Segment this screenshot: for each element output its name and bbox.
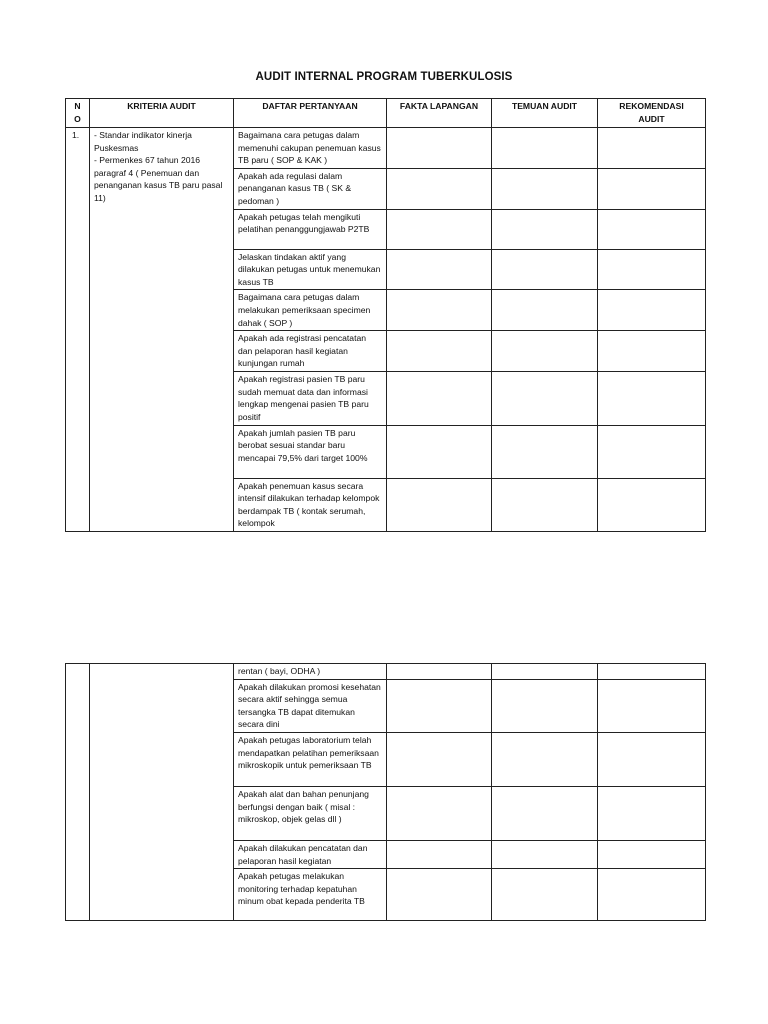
question-cell: Apakah petugas laboratorium telah mendapatkan pelatihan pemeriksaan mikroskopik untuk pemeriksaan TB xyxy=(234,732,387,786)
rekomendasi-audit-cell[interactable] xyxy=(598,478,706,531)
fakta-lapangan-cell[interactable] xyxy=(387,331,492,372)
question-cell: Apakah alat dan bahan penunjang berfungsi dengan baik ( misal : mikroskop, objek gelas dll ) xyxy=(234,786,387,840)
temuan-audit-cell[interactable] xyxy=(492,679,598,732)
header-daftar-pertanyaan: DAFTAR PERTANYAAN xyxy=(234,99,387,128)
row-number-continued xyxy=(66,664,90,921)
fakta-lapangan-cell[interactable] xyxy=(387,209,492,249)
table-row xyxy=(66,128,706,169)
rekomendasi-audit-cell[interactable] xyxy=(598,679,706,732)
fakta-lapangan-cell[interactable] xyxy=(387,425,492,478)
question-cell: Apakah petugas melakukan monitoring terhadap kepatuhan minum obat kepada penderita TB xyxy=(234,869,387,921)
rekomendasi-audit-cell[interactable] xyxy=(598,209,706,249)
temuan-audit-cell[interactable] xyxy=(492,732,598,786)
fakta-lapangan-cell[interactable] xyxy=(387,869,492,921)
question-cell: Apakah ada registrasi pencatatan dan pelaporan hasil kegiatan kunjungan rumah xyxy=(234,331,387,372)
temuan-audit-cell[interactable] xyxy=(492,869,598,921)
question-cell: Apakah penemuan kasus secara intensif dilakukan terhadap kelompok berdampak TB ( kontak serumah, kelompok xyxy=(234,478,387,531)
temuan-audit-cell[interactable] xyxy=(492,786,598,840)
fakta-lapangan-cell[interactable] xyxy=(387,786,492,840)
table-header-row xyxy=(66,99,706,128)
rekomendasi-audit-cell[interactable] xyxy=(598,732,706,786)
header-fakta-lapangan: FAKTA LAPANGAN xyxy=(387,99,492,128)
rekomendasi-audit-cell[interactable] xyxy=(598,869,706,921)
rekomendasi-audit-cell[interactable] xyxy=(598,840,706,868)
question-cell: Bagaimana cara petugas dalam memenuhi cakupan penemuan kasus TB paru ( SOP & KAK ) xyxy=(234,128,387,169)
rekomendasi-audit-cell[interactable] xyxy=(598,331,706,372)
question-cell: Jelaskan tindakan aktif yang dilakukan petugas untuk menemukan kasus TB xyxy=(234,249,387,290)
fakta-lapangan-cell[interactable] xyxy=(387,168,492,209)
rekomendasi-audit-cell[interactable] xyxy=(598,664,706,680)
question-cell: rentan ( bayi, ODHA ) xyxy=(234,664,387,680)
rekomendasi-audit-cell[interactable] xyxy=(598,290,706,331)
kriteria-audit-cell: - Standar indikator kinerja Puskesmas - Permenkes 67 tahun 2016 paragraf 4 ( Penemuan dan penanganan kasus TB paru pasal 11) xyxy=(90,128,234,532)
fakta-lapangan-cell[interactable] xyxy=(387,840,492,868)
question-cell: Apakah registrasi pasien TB paru sudah memuat data dan informasi lengkap mengenai pasien TB paru positif xyxy=(234,372,387,425)
temuan-audit-cell[interactable] xyxy=(492,840,598,868)
fakta-lapangan-cell[interactable] xyxy=(387,290,492,331)
temuan-audit-cell[interactable] xyxy=(492,478,598,531)
temuan-audit-cell[interactable] xyxy=(492,128,598,169)
rekomendasi-audit-cell[interactable] xyxy=(598,168,706,209)
question-cell: Apakah ada regulasi dalam penanganan kasus TB ( SK & pedoman ) xyxy=(234,168,387,209)
rekomendasi-audit-cell[interactable] xyxy=(598,249,706,290)
temuan-audit-cell[interactable] xyxy=(492,664,598,680)
temuan-audit-cell[interactable] xyxy=(492,168,598,209)
rekomendasi-audit-cell[interactable] xyxy=(598,128,706,169)
temuan-audit-cell[interactable] xyxy=(492,249,598,290)
question-cell: Bagaimana cara petugas dalam melakukan pemeriksaan specimen dahak ( SOP ) xyxy=(234,290,387,331)
header-rekomendasi-audit: REKOMENDASI AUDIT xyxy=(598,99,706,128)
header-temuan-audit: TEMUAN AUDIT xyxy=(492,99,598,128)
question-cell: Apakah dilakukan pencatatan dan pelaporan hasil kegiatan xyxy=(234,840,387,868)
rekomendasi-audit-cell[interactable] xyxy=(598,372,706,425)
audit-table-page-1 xyxy=(65,98,706,532)
fakta-lapangan-cell[interactable] xyxy=(387,372,492,425)
fakta-lapangan-cell[interactable] xyxy=(387,732,492,786)
temuan-audit-cell[interactable] xyxy=(492,290,598,331)
question-cell: Apakah dilakukan promosi kesehatan secara aktif sehingga semua tersangka TB dapat ditemukan secara dini xyxy=(234,679,387,732)
temuan-audit-cell[interactable] xyxy=(492,372,598,425)
temuan-audit-cell[interactable] xyxy=(492,331,598,372)
question-cell: Apakah petugas telah mengikuti pelatihan penanggungjawab P2TB xyxy=(234,209,387,249)
question-cell: Apakah jumlah pasien TB paru berobat sesuai standar baru mencapai 79,5% dari target 100% xyxy=(234,425,387,478)
fakta-lapangan-cell[interactable] xyxy=(387,128,492,169)
document-title: AUDIT INTERNAL PROGRAM TUBERKULOSIS xyxy=(255,71,513,83)
temuan-audit-cell[interactable] xyxy=(492,209,598,249)
rekomendasi-audit-cell[interactable] xyxy=(598,786,706,840)
fakta-lapangan-cell[interactable] xyxy=(387,679,492,732)
header-kriteria-audit: KRITERIA AUDIT xyxy=(90,99,234,128)
header-no: N O xyxy=(66,99,90,128)
fakta-lapangan-cell[interactable] xyxy=(387,478,492,531)
rekomendasi-audit-cell[interactable] xyxy=(598,425,706,478)
fakta-lapangan-cell[interactable] xyxy=(387,664,492,680)
row-number: 1. xyxy=(66,128,90,532)
kriteria-audit-cell-continued xyxy=(90,664,234,921)
audit-table-page-2 xyxy=(65,663,706,921)
table-row xyxy=(66,664,706,680)
fakta-lapangan-cell[interactable] xyxy=(387,249,492,290)
temuan-audit-cell[interactable] xyxy=(492,425,598,478)
